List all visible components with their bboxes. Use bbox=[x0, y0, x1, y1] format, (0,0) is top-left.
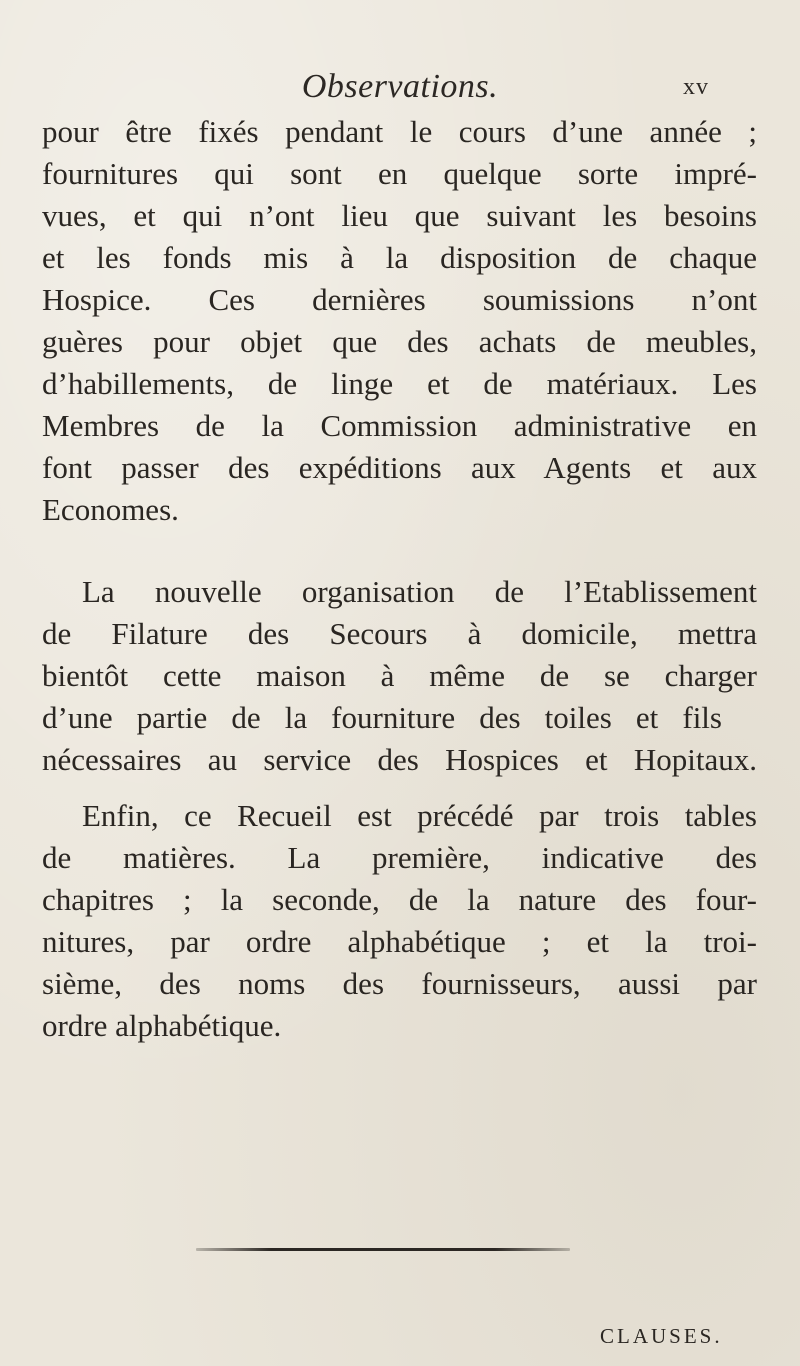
page-number: xv bbox=[683, 74, 709, 100]
text-line: pour être fixés pendant le cours d’une année ; bbox=[42, 114, 757, 149]
text-line: Enfin, ce Recueil est précédé par trois tables bbox=[82, 798, 757, 833]
text-line: de Filature des Secours à domicile, mettra bbox=[42, 616, 757, 651]
running-header-title: Observations. bbox=[301, 68, 499, 105]
text-line: de matières. La première, indicative des bbox=[42, 840, 757, 875]
text-line: nécessaires au service des Hospices et Hopitaux. bbox=[42, 742, 757, 777]
text-line: fournitures qui sont en quelque sorte impré- bbox=[42, 156, 757, 191]
text-line: font passer des expéditions aux Agents et aux bbox=[42, 450, 757, 485]
text-line: guères pour objet que des achats de meubles, bbox=[42, 324, 757, 359]
text-line: chapitres ; la seconde, de la nature des four- bbox=[42, 882, 757, 917]
text-line: vues, et qui n’ont lieu que suivant les besoins bbox=[42, 198, 757, 233]
section-divider-rule bbox=[196, 1248, 570, 1251]
text-line: Membres de la Commission administrative en bbox=[42, 408, 757, 443]
text-line: bientôt cette maison à même de se charger bbox=[42, 658, 757, 693]
text-line: Economes. bbox=[42, 492, 179, 527]
text-line: d’une partie de la fourniture des toiles et fils bbox=[42, 700, 722, 735]
text-line: La nouvelle organisation de l’Etablissement bbox=[82, 574, 757, 609]
text-line: d’habillements, de linge et de matériaux. Les bbox=[42, 366, 757, 401]
text-line: nitures, par ordre alphabétique ; et la troi- bbox=[42, 924, 757, 959]
catchword: CLAUSES. bbox=[600, 1324, 723, 1348]
text-line: Hospice. Ces dernières soumissions n’ont bbox=[42, 282, 757, 317]
text-line: sième, des noms des fournisseurs, aussi par bbox=[42, 966, 757, 1001]
text-line: et les fonds mis à la disposition de chaque bbox=[42, 240, 757, 275]
text-line: ordre alphabétique. bbox=[42, 1008, 282, 1043]
